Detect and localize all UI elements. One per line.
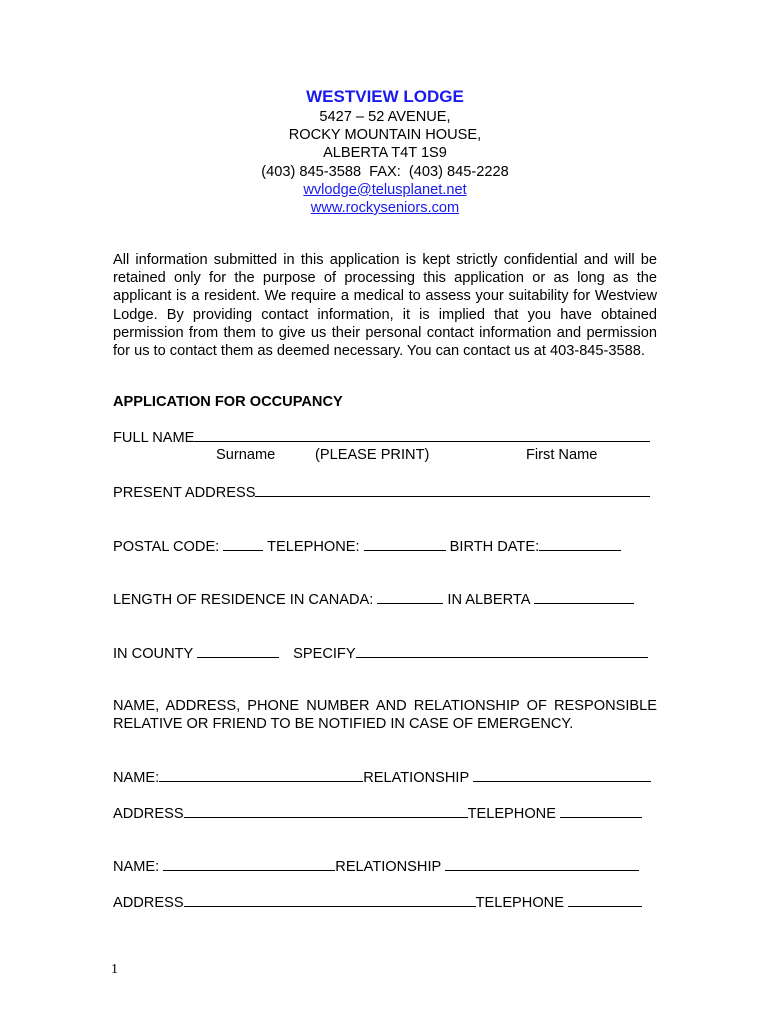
first-name-caption: First Name bbox=[526, 447, 598, 463]
in-alberta-label: IN ALBERTA bbox=[447, 592, 530, 608]
page-number: 1 bbox=[111, 962, 118, 977]
present-address-row bbox=[113, 483, 657, 501]
contact2-address-row bbox=[113, 893, 657, 911]
contact2-address-label: ADDRESS bbox=[113, 895, 184, 911]
full-name-field[interactable] bbox=[194, 428, 650, 442]
org-name: WESTVIEW LODGE bbox=[306, 87, 464, 106]
postal-code-field[interactable] bbox=[223, 537, 263, 551]
email-link[interactable]: wvlodge@telusplanet.net bbox=[303, 181, 467, 198]
residence-canada-field[interactable] bbox=[377, 590, 443, 604]
contact2-relationship-field[interactable] bbox=[445, 857, 639, 871]
full-name-row bbox=[113, 428, 657, 446]
contact1-telephone-label: TELEPHONE bbox=[467, 806, 556, 822]
contact2-name-label: NAME: bbox=[113, 859, 160, 875]
contact1-relationship-field[interactable] bbox=[473, 768, 651, 782]
letterhead bbox=[0, 86, 770, 217]
phone-fax: (403) 845-3588 FAX: (403) 845-2228 bbox=[261, 163, 509, 180]
website-link[interactable]: www.rockyseniors.com bbox=[310, 200, 460, 217]
confidentiality-paragraph: All information submitted in this application is kept strictly confidential and will be retained only for the purpose of processing this application or as long as the applicant is a resident. We require a medical to assess your suitability for Westview Lodge. By providing contact information, it is implied that you have obtained permission from them to give us their personal contact information and permission for us to contact them as deemed necessary. You can contact us at 403-845-3588. bbox=[113, 252, 657, 360]
telephone-field[interactable] bbox=[364, 537, 446, 551]
contact2-name-row bbox=[113, 857, 657, 875]
contact1-telephone-field[interactable] bbox=[560, 804, 642, 818]
contact1-name-row bbox=[113, 768, 657, 786]
address-line-3: ALBERTA T4T 1S9 bbox=[323, 145, 447, 162]
in-alberta-field[interactable] bbox=[534, 590, 634, 604]
surname-caption: Surname bbox=[216, 447, 276, 463]
in-county-field[interactable] bbox=[197, 644, 279, 658]
form-title: APPLICATION FOR OCCUPANCY bbox=[113, 394, 343, 410]
residence-canada-label: LENGTH OF RESIDENCE IN CANADA: bbox=[113, 592, 374, 608]
birth-date-label: BIRTH DATE: bbox=[449, 539, 540, 555]
full-name-label: FULL NAME bbox=[113, 430, 195, 446]
present-address-field[interactable] bbox=[255, 483, 650, 497]
residence-row bbox=[113, 590, 657, 608]
contact1-name-label: NAME: bbox=[113, 770, 160, 786]
contact1-address-row bbox=[113, 804, 657, 822]
please-print-caption: (PLEASE PRINT) bbox=[315, 447, 430, 463]
address-line-1: 5427 – 52 AVENUE, bbox=[319, 109, 451, 125]
address-line-2: ROCKY MOUNTAIN HOUSE, bbox=[288, 127, 482, 144]
in-county-label: IN COUNTY bbox=[113, 646, 194, 662]
contact2-telephone-field[interactable] bbox=[568, 893, 642, 907]
specify-field[interactable] bbox=[356, 644, 648, 658]
contact1-address-label: ADDRESS bbox=[113, 806, 184, 822]
telephone-label: TELEPHONE: bbox=[267, 539, 360, 555]
contact2-name-field[interactable] bbox=[163, 857, 335, 871]
postal-code-label: POSTAL CODE: bbox=[113, 539, 220, 555]
contact1-relationship-label: RELATIONSHIP bbox=[363, 770, 469, 786]
contact2-telephone-label: TELEPHONE bbox=[475, 895, 564, 911]
contact1-address-field[interactable] bbox=[184, 804, 468, 818]
birth-date-field[interactable] bbox=[539, 537, 621, 551]
specify-label: SPECIFY bbox=[293, 646, 356, 662]
postal-phone-birth-row bbox=[113, 537, 657, 555]
contact2-relationship-label: RELATIONSHIP bbox=[335, 859, 441, 875]
county-specify-row bbox=[113, 644, 657, 662]
contact2-address-field[interactable] bbox=[184, 893, 476, 907]
emergency-instructions: NAME, ADDRESS, PHONE NUMBER AND RELATIONSHIP OF RESPONSIBLE RELATIVE OR FRIEND TO BE NOTIFIED IN CASE OF EMERGENCY. bbox=[113, 698, 657, 733]
present-address-label: PRESENT ADDRESS bbox=[113, 485, 256, 501]
contact1-name-field[interactable] bbox=[159, 768, 363, 782]
